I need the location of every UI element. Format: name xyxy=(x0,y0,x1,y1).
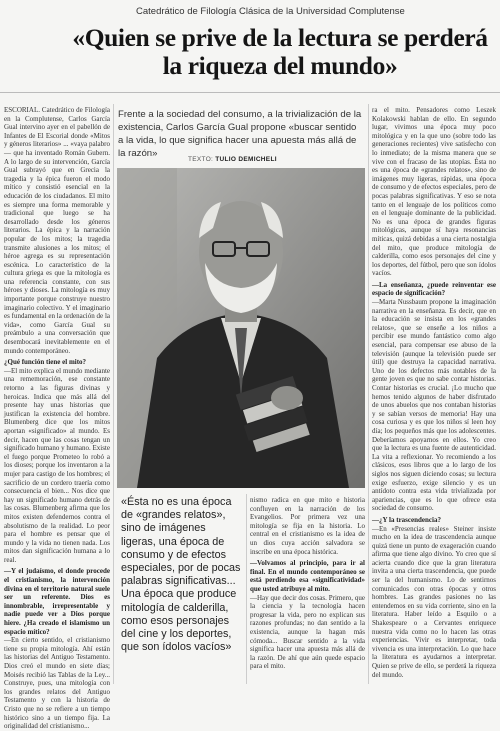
byline-name: TULIO DEMICHELI xyxy=(215,156,277,163)
question: —Volvamos al principio, para ir al final. En el mundo contemporáneo se está perdiendo esa «significatividad» que usted atribuye al mito. xyxy=(250,559,365,593)
column-middle-paragraph: nismo radica en que mito e historia confluyen en la narración de los Evangelios. Por primera vez una mitología se fija en la historia. Lo central en el cristianismo es la idea de un dios cuya acción salvadora se inscribe en una época histórica. xyxy=(250,496,365,556)
column-left xyxy=(4,106,110,731)
pull-quote: «Ésta no es una época de «grandes relatos», sino de imágenes ligeras, una época de consumo y de efectos especiales, por de pocas palabras significativas... Una época que produce mitología de calderilla, como esos personajes del cine y los deportes, que son ídolos vacíos» xyxy=(121,496,241,654)
column-left-paragraph: —El mito explica el mundo mediante una rememoración, ese constante retorno a las figuras divinas y heroicas. Indica que más allá del presente hay unas historias que justifican la existencia del hombre. Blumenberg dice que los mitos aportan «significado» al mundo. Es decir, hacen que las cosas tengan un significado humano y humano. Existe el fuego porque Prometeo lo robó a los dioses; porque los inventaron a la mujer para castigo de los hombres; el sacrificio de un cordero traería como consecuencia el bien... Nos dice que hay un significado humano detrás de las cosas. Blumenberg afirma que los mitos existen defendernos contra el absolutismo de la realidad. Lo peor para el hombre es pensar que el mundo y la vida no tienen nada. Los mitos dan significación humana a lo real. xyxy=(4,366,110,564)
column-right-paragraph: —Marta Nussbaum propone la imaginación narrativa en la enseñanza. Es decir, que en la educación se insista en los «grandes relatos», que se enseñe a los niños a percibir ese mundo fantástico como algo esencial, para compensar ese abuso de la televisión (aunque la televisión puede ser útil) que destruya la capacidad narrativa. Uno de los defectos más notables de la gente joven es que no sabe contar historias. Contar historias es crucial. ¡Lo mucho que hemos tenido algunos de haber disfrutado de unos abuelos que nos contaban historias y se sabían versos de memoria! Hay una cosa curiosa y es que los niños sí leen hoy día; los pequeños más que los adolescentes. Deberíamos apoyarnos en ellos. Yo creo que la lectura es una fuente de autenticidad. La vita a reflexionar. Yo recomiendo a los clásicos, esos libros que a lo largo de los siglos nos siguen diciendo cosas; su lectura exige esfuerzo, exige silencio y es un antídoto contra esta vida trivializada por apariencias, que es lo que ofrece esta sociedad de consumo. xyxy=(372,298,496,513)
lead-text: Frente a la sociedad del consumo, a la trivialización de la existencia, Carlos García Gual propone «buscar sentido a la vida, lo que significa hacer una apuesta más allá de la razón» xyxy=(118,109,362,159)
column-divider xyxy=(246,494,247,684)
column-divider xyxy=(368,104,369,684)
question: —¿Y la trascendencia? xyxy=(372,515,441,524)
column-divider xyxy=(113,104,114,684)
question: —Y el judaísmo, el donde procede el cristianismo, la intervención divina en el territorio natural suele ser un referente. Dios es innombrable, irrepresentable y nadie puede ver a Dios porque hiere. ¿Ha creado el islamismo un espacio mítico? xyxy=(4,567,110,636)
column-right-paragraph: ra el mito. Pensadores como Leszek Kolakowski hablan de ello. En segundo lugar, vivimos una época muy poco mitológica y en la que uno (sobre todo las generaciones recientes) vive satisfecho con lo inmediato; de la misma manera que se vive con el fracaso de las utopías. Ésta no es una época de «grandes relatos», sino de imágenes muy ligeras, rápidas, una época de consumo y de efectos especiales, pero de pocas palabras significativas. Y eso se nota tanto en el lenguaje de los políticos como en el lenguaje dominante de la publicidad. No es una época de grandes figuras mitológicas, aunque sí haya resonancias míticas, quizá debidas a una cierta nostalgia del mito, que produce mitología de calderilla, como esos personajes del cine y los deportes, del fútbol, pero que son ídolos vacíos. xyxy=(372,106,496,278)
byline-label: TEXTO: xyxy=(188,156,214,163)
column-middle-paragraph: —Hay que decir dos cosas. Primero, que la ciencia y la tecnología hacen progresar la vida, pero no explican sus razones profundas; no dan sentido a la existencia, aunque la hagan más cómoda... Buscar sentido a la vida significa hacer una apuesta más allá de la razón. De ahí que aún quede espacio para el mito. xyxy=(250,593,365,671)
question: ¿Qué función tiene el mito? xyxy=(4,358,87,367)
column-left-paragraph: ESCORIAL. Catedrático de Filología en la Complutense, Carlos García Gual intervino ayer en el pabellón de Infantes de El Escorial donde «Mitos y géneros literarios» ... «vaya palabro— que ha inventado Román Gubern. A lo largo de su intervención, García Gual subrayó que en Grecia la tragedia y la épica fueron el modo mítico y consistió esencial en la educación de los ciudadanos. El mito es siempre una forma memorable y tradicional que luego se ha desarrollado desde los géneros literarios. La épica y la narración popular de los mitos; la tragedia transmite alusiones a los mitos; el héroe agrega es su representación escénica. Lo característico de la cultura griega es que la mitología es una referencia constante, con sus héroes y dioses. La mitología es muy importante porque construye nuestro imaginario colectivo. Y el imaginario es fundamental en la ordenación de la vida», como García Gual su preámbulo a una conversación que desembocará inevitablemente en el mundo contemporáneo. xyxy=(4,106,110,355)
portrait-illustration xyxy=(117,168,365,488)
headline: «Quien se prive de la lectura se perderá la riqueza del mundo» xyxy=(72,23,488,80)
column-middle xyxy=(250,496,365,683)
column-right-paragraph: —En «Presencias reales» Steiner insiste mucho en la idea de trascendencia aunque quizá tiene un punto de exageración cuando afirma que tiene algo divino. Yo creo que sí acierta cuando dice que la gran literatura invita a una cierta trascendencia, que puede ser la del humanismo. Lo de sentirnos comunicados con otras épocas y otros hombres. Las grandes pasiones no las entendemos en su vida corriente, sino en la literatura. Haber leído a Esquilo o a Shakespeare o a Cervantes enriquece nuestra vida como no lo hacen las otras experiencias. Vivir es interpretar, toda vivencia es una interpretación. Lo que hace la literatura es ayudarnos a interpretar. Quien se prive de ello, se perderá la riqueza del mundo. xyxy=(372,524,496,679)
question: —La enseñanza, ¿puede reinventar ese espacio de significación? xyxy=(372,280,496,298)
column-right xyxy=(372,106,496,683)
header-rule xyxy=(0,92,500,93)
portrait-photo xyxy=(117,168,365,488)
column-left-paragraph: —En cierto sentido, el cristianismo tiene su propia mitología. Ahí están las historias del Antiguo Testamento. Dios creó el mundo en siete días; Moisés recibió las Tablas de la Ley... Construye, pues, una mitología con los grandes relatos del Antiguo Testamento y con la historia de Cristo que no se refiere a un tiempo histórico sino a un tiempo fija. La originalidad del cristianismo... xyxy=(4,636,110,731)
kicker: Catedrático de Filología Clásica de la Universidad Complutense xyxy=(136,6,405,17)
byline xyxy=(188,156,277,163)
